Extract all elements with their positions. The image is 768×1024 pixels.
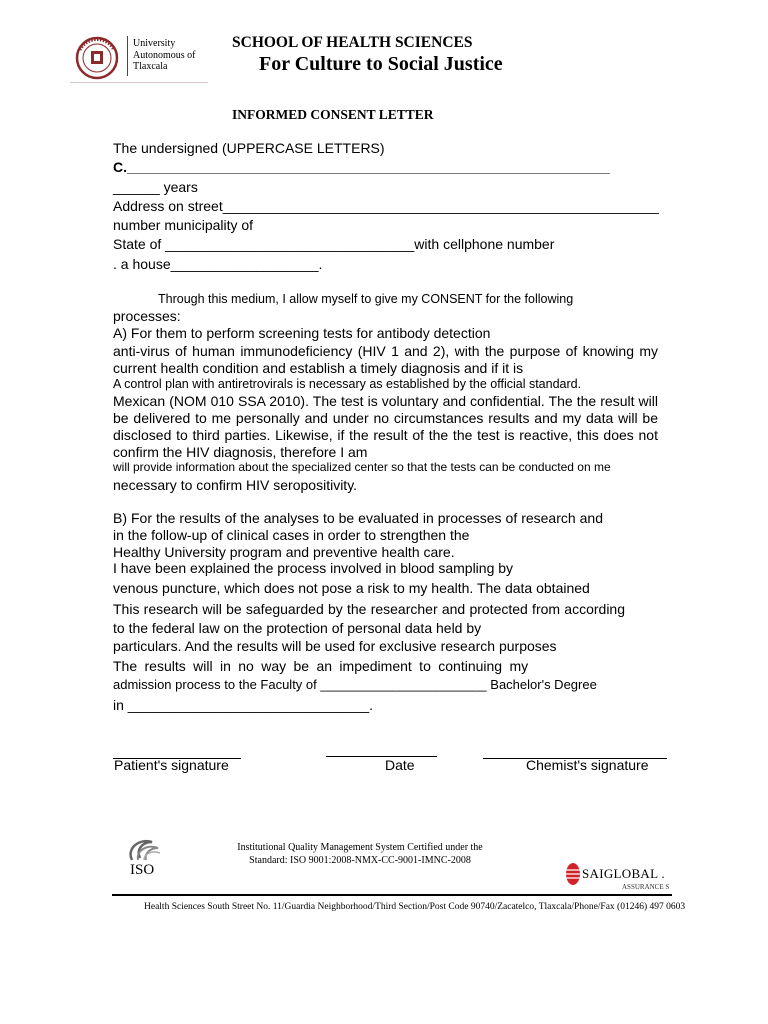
university-seal-icon [72,36,122,80]
address-field[interactable]: Address on street________________________________________________________ [113,198,659,214]
section-a-paragraph-1: anti-virus of human immunodeficiency (HIV 1 and 2), with the purpose of knowing my current health condition and establish a timely diagnosis and if it is [113,343,658,376]
saiglobal-logo-icon [564,861,582,887]
section-b-paragraph-1: B) For the results of the analyses to be evaluated in processes of research and in the follow-up of clinical cases in order to strengthen the [113,510,603,543]
section-a-paragraph-2: Mexican (NOM 010 SSA 2010). The test is voluntary and confidential. The the result will be delivered to me personally and under no circumstances results and my data will be disclosed to third parties. Likewise, if the result of the the test is reactive, this does not confirm the HIV diagnosis, therefore I am [113,393,658,460]
iso-label: ISO [130,862,155,878]
university-name-line-1: University [133,38,176,49]
section-b-paragraph-5: This research will be safeguarded by the researcher and protected from according to the federal law on the protection of personal data held by [113,601,625,636]
name-field[interactable]: C.______________________________________________________________ [113,159,610,175]
university-name-line-2: Autonomous of [133,49,196,61]
footer-address: Health Sciences South Street No. 11/Guardia Neighborhood/Third Section/Post Code 90740/Zacatelco, Tlaxcala/Phone/Fax (01246) 497 0603 [144,902,686,912]
date-line[interactable] [326,756,437,757]
assurance-label: ASSURANCE S [622,883,670,891]
section-b-line-4: venous puncture, which does not pose a risk to my health. The data obtained [113,580,590,596]
section-b-line-2: Healthy University program and preventive health care. [113,544,455,560]
section-a-line-1: A) For them to perform screening tests for antibody detection [113,325,491,341]
chemist-signature-label: Chemist's signature [526,757,649,773]
section-b-line-3: I have been explained the process involved in blood sampling by [113,560,514,576]
section-a-line-6: necessary to confirm HIV seropositivity. [113,477,358,493]
intro-line-2: processes: [113,308,181,324]
house-field[interactable]: . a house___________________. [113,256,323,272]
section-a-line-5: will provide information about the specialized center so that the tests can be conducted on me [113,460,611,474]
footer-divider [112,894,672,896]
saiglobal-label: SAIGLOBAL . [582,866,665,881]
certification-line-2: Standard: ISO 9001:2008-NMX-CC-9001-IMNC-2008 [249,855,471,866]
age-field[interactable]: ______ years [113,179,198,195]
municipality-label: number municipality of [113,217,254,233]
university-logo-block [70,32,208,83]
motto: For Culture to Social Justice [259,53,503,75]
undersigned-label: The undersigned (UPPERCASE LETTERS) [113,140,385,156]
certification-line-1: Institutional Quality Management System Certified under the [237,842,483,853]
section-b-line-7: The results will in no way be an impediment to continuing my [113,658,529,674]
university-name-line-3: Tlaxcala [133,61,168,72]
state-phone-field[interactable]: State of ________________________________with cellphone number [113,236,555,252]
degree-field[interactable]: in _______________________________. [113,697,374,713]
date-label: Date [385,757,415,773]
letter-title: INFORMED CONSENT LETTER [232,107,434,122]
logo-divider [127,36,128,76]
university-name [133,38,196,73]
section-a-line-3: A control plan with antiretrovirals is necessary as established by the official standard. [113,377,582,391]
certification-text [200,841,520,867]
school-title: SCHOOL OF HEALTH SCIENCES [232,34,473,51]
faculty-field[interactable]: admission process to the Faculty of _______________________ Bachelor's Degree [113,677,597,692]
patient-signature-label: Patient's signature [114,757,229,773]
intro-line-1: Through this medium, I allow myself to give my CONSENT for the following [158,292,574,306]
section-b-line-6: particulars. And the results will be used for exclusive research purposes [113,638,557,654]
